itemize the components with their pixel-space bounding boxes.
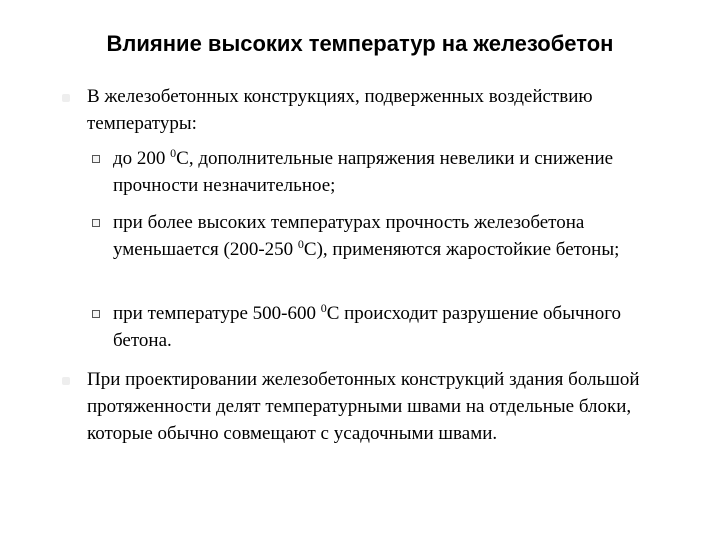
list-item-text: при более высоких температурах прочность железобетона уменьшается (200-250 bbox=[113, 212, 585, 260]
intro-paragraph: В железобетонных конструкциях, подверженных воздействию температуры: bbox=[87, 86, 593, 134]
list-item-text: до 200 bbox=[113, 148, 171, 169]
paragraph-bullet-icon bbox=[62, 377, 70, 385]
paragraph-bullet-icon bbox=[62, 94, 70, 102]
list-item bbox=[113, 300, 683, 354]
list-item bbox=[113, 209, 683, 263]
square-bullet-icon bbox=[92, 310, 100, 318]
degree-superscript: 0 bbox=[297, 237, 304, 251]
list-item-text: С, дополнительные напряжения невелики и снижение прочности незначительное; bbox=[113, 148, 614, 196]
closing-paragraph: При проектировании железобетонных конструкций здания большой протяженности делят температурными швами на отдельные блоки, которые обычно совмещают с усадочными швами. bbox=[87, 369, 640, 444]
list-item-text: С происходит разрушение обычного бетона. bbox=[113, 303, 622, 351]
list-item-text: С), применяются жаростойкие бетоны; bbox=[303, 239, 620, 260]
degree-superscript: 0 bbox=[170, 146, 177, 160]
degree-superscript: 0 bbox=[320, 301, 327, 315]
list-item bbox=[113, 145, 683, 199]
slide-title: Влияние высоких температур на железобетон bbox=[106, 31, 614, 56]
square-bullet-icon bbox=[92, 155, 100, 163]
square-bullet-icon bbox=[92, 219, 100, 227]
list-item-text: при температуре 500-600 bbox=[113, 303, 321, 324]
